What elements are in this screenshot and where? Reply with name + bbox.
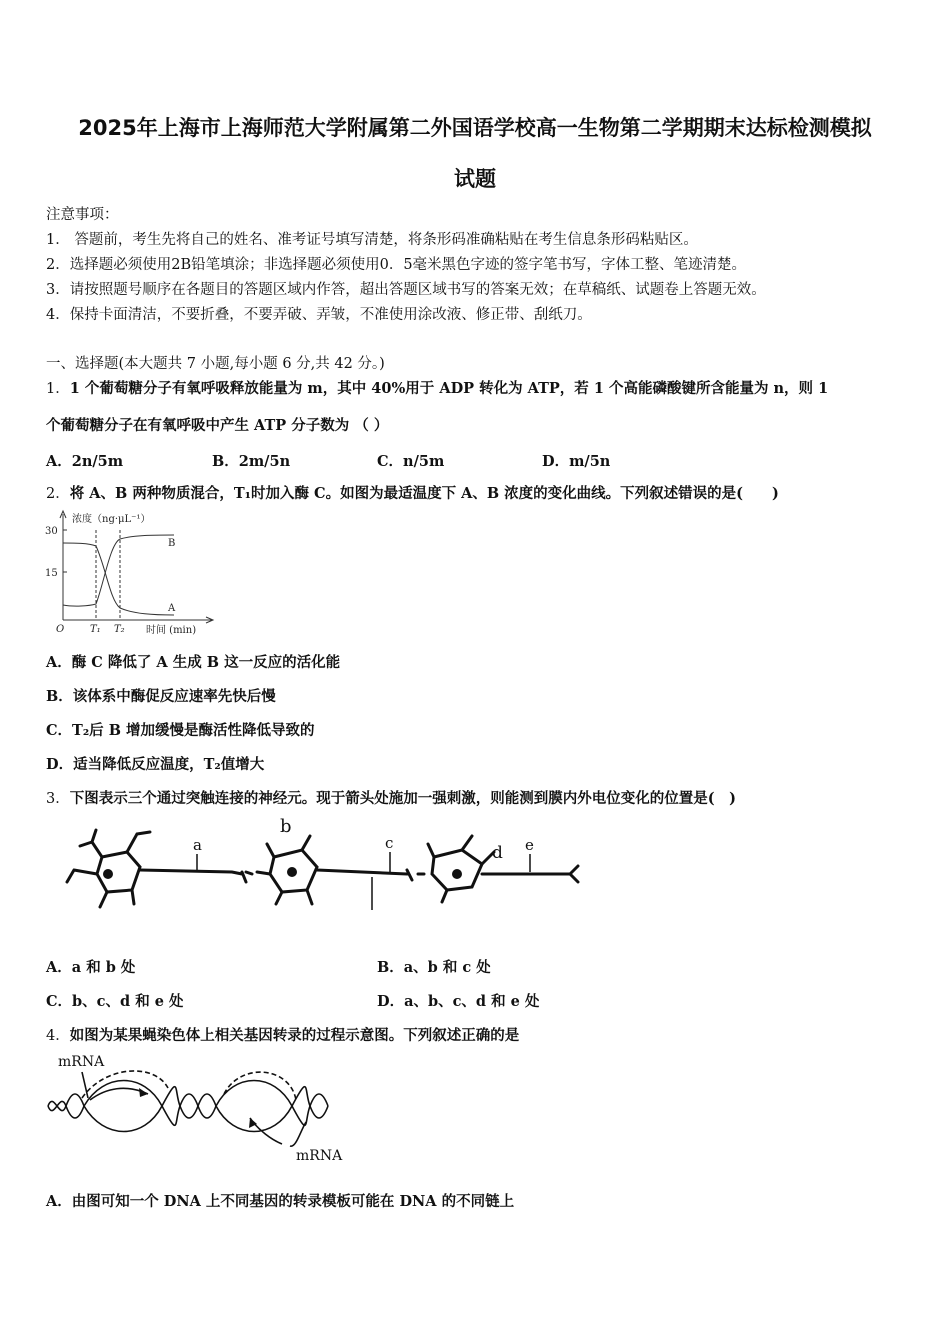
neuron-2-nucleus bbox=[287, 867, 297, 877]
section-heading: 一、选择题(本大题共 7 小题,每小题 6 分,共 42 分。) bbox=[46, 356, 385, 372]
curve-b bbox=[63, 535, 174, 606]
q2-option-a: A．酶 C 降低了 A 生成 B 这一反应的活化能 bbox=[46, 654, 341, 671]
question-number: 1． bbox=[46, 381, 70, 397]
x-axis-label: 时间 (min) bbox=[146, 625, 197, 636]
exam-title-continued: 试题 bbox=[454, 167, 496, 191]
question-3 bbox=[46, 787, 736, 808]
question-number: 2． bbox=[46, 486, 70, 502]
notice-item: 4．保持卡面清洁，不要折叠，不要弄破、弄皱，不准使用涂改液、修正带、刮纸刀。 bbox=[46, 307, 592, 323]
mrna-strand-1 bbox=[82, 1071, 168, 1098]
neuron-1-nucleus bbox=[103, 869, 113, 879]
mrna-pointer-bottom bbox=[290, 1122, 306, 1146]
q1-option-a: A．2n/5m bbox=[46, 453, 124, 470]
question-3-stem: 下图表示三个通过突触连接的神经元。现于箭头处施加一强刺激，则能测到膜内外电位变化的位置是( ) bbox=[69, 790, 736, 807]
label-a: a bbox=[193, 836, 202, 854]
neuron-2-axon bbox=[317, 870, 407, 874]
y-axis-label: 浓度（ng·μL⁻¹） bbox=[72, 514, 151, 525]
question-2 bbox=[46, 482, 779, 503]
notice-item: 1． 答题前，考生先将自己的姓名、准考证号填写清楚，将条形码准确粘贴在考生信息条形码粘贴区。 bbox=[46, 232, 698, 248]
x-tick-label-t1: T₁ bbox=[90, 624, 101, 635]
synapse-1 bbox=[242, 872, 252, 882]
question-1-stem: 1 个葡萄糖分子有氧呼吸释放能量为 m，其中 40%用于 ADP 转化为 ATP，若 1 个高能磷酸键所含能量为 n，则 1 bbox=[69, 380, 829, 397]
x-tick-label-t2: T₂ bbox=[114, 624, 125, 635]
neuron-1-axon bbox=[140, 870, 242, 874]
neuron-1-dendrites bbox=[67, 830, 150, 907]
exam-title: 2025年上海市上海师范大学附属第二外国语学校高一生物第二学期期末达标检测模拟 bbox=[78, 116, 872, 140]
neuron-3-nucleus bbox=[452, 869, 462, 879]
y-tick-label-15: 15 bbox=[45, 568, 58, 579]
concentration-chart bbox=[44, 508, 219, 638]
curve-b-label: B bbox=[168, 538, 176, 549]
label-d: d bbox=[492, 843, 503, 863]
label-c: c bbox=[385, 834, 394, 852]
notice-item: 3．请按照题号顺序在各题目的答题区域内作答，超出答题区域书写的答案无效；在草稿纸、试题卷上答题无效。 bbox=[46, 282, 766, 298]
label-e: e bbox=[525, 836, 534, 854]
question-4-stem: 如图为某果蝇染色体上相关基因转录的过程示意图。下列叙述正确的是 bbox=[69, 1027, 520, 1044]
q2-option-b: B．该体系中酶促反应速率先快后慢 bbox=[46, 688, 276, 705]
notice-item: 2．选择题必须使用2B铅笔填涂；非选择题必须使用0．5毫米黑色字迹的签字笔书写，字体工整、笔迹清楚。 bbox=[46, 257, 747, 273]
q3-option-a: A．a 和 b 处 bbox=[46, 959, 136, 976]
neuron-2-dendrites bbox=[257, 836, 312, 904]
question-1-line-2: 个葡萄糖分子在有氧呼吸中产生 ATP 分子数为 （ ） bbox=[46, 417, 389, 434]
q1-option-d: D．m/5n bbox=[542, 453, 611, 470]
q1-option-b: B．2m/5n bbox=[212, 453, 291, 470]
q3-option-d: D．a、b、c、d 和 e 处 bbox=[377, 993, 540, 1010]
question-4 bbox=[46, 1024, 519, 1045]
transcription-diagram bbox=[44, 1048, 354, 1166]
curve-a-label: A bbox=[168, 603, 176, 614]
origin-label: O bbox=[56, 624, 65, 635]
neuron-diagram bbox=[62, 812, 588, 922]
synapse-2 bbox=[407, 870, 424, 880]
curve-a bbox=[63, 543, 174, 615]
q2-option-d: D．适当降低反应温度，T₂值增大 bbox=[46, 756, 265, 773]
q1-option-c: C．n/5m bbox=[377, 453, 445, 470]
q3-option-b: B．a、b 和 c 处 bbox=[377, 959, 491, 976]
notice-heading: 注意事项： bbox=[46, 207, 119, 223]
mrna-label-top: mRNA bbox=[58, 1054, 105, 1070]
q2-option-c: C．T₂后 B 增加缓慢是酶活性降低导致的 bbox=[46, 722, 315, 739]
question-number: 4． bbox=[46, 1028, 70, 1044]
arrowhead-1 bbox=[139, 1088, 148, 1097]
label-b: b bbox=[280, 816, 292, 837]
y-tick-label-30: 30 bbox=[45, 526, 58, 537]
question-1-line-1 bbox=[46, 377, 828, 398]
neuron-3-dendrites bbox=[428, 836, 494, 902]
q3-option-c: C．b、c、d 和 e 处 bbox=[46, 993, 184, 1010]
question-2-stem: 将 A、B 两种物质混合，T₁时加入酶 C。如图为最适温度下 A、B 浓度的变化曲线。下列叙述错误的是( ) bbox=[69, 485, 779, 502]
q4-option-a: A．由图可知一个 DNA 上不同基因的转录模板可能在 DNA 的不同链上 bbox=[46, 1193, 515, 1210]
mrna-label-bottom: mRNA bbox=[296, 1148, 343, 1164]
question-number: 3． bbox=[46, 791, 70, 807]
